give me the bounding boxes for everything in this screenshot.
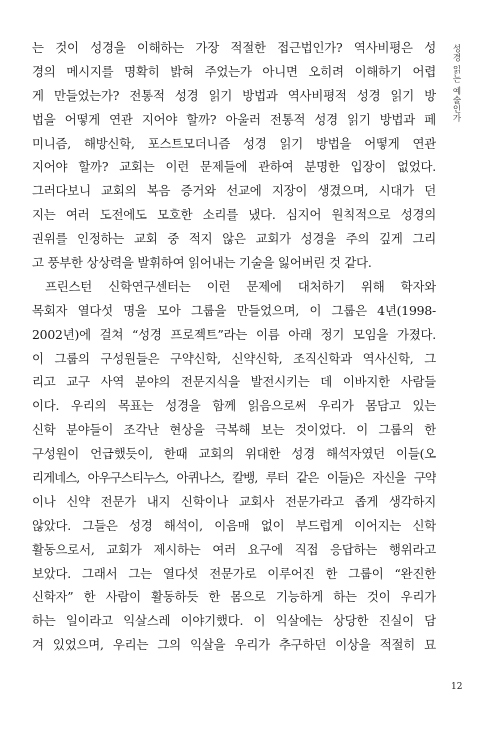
text-line: 법을 어떻게 연관 지어야 할까? 아울러 전통적 성경 읽기 방법과 페 xyxy=(32,111,436,127)
text-line: 고 풍부한 상상력을 발휘하여 읽어내는 기술을 잃어버린 것 같다. xyxy=(32,255,372,271)
text-line: 신학 분야들이 조각난 현상을 극복해 보는 것이었다. 이 그룹의 한 xyxy=(32,422,436,438)
text-line: 활동으로서, 교회가 제시하는 여러 요구에 직접 응답하는 행위라고 xyxy=(32,541,436,557)
text-line: 하는 일이라고 익살스레 이야기했다. 이 익살에는 상당한 진실이 담 xyxy=(32,613,436,629)
text-line: 권위를 인정하는 교회 중 적지 않은 교회가 성경을 주의 깊게 그리 xyxy=(32,231,436,247)
text-line: 리고 교구 사역 분야의 전문지식을 발전시키는 데 이바지한 사람들 xyxy=(32,374,436,390)
text-line: 구성원이 언급했듯이, 한때 교회의 위대한 성경 해석자였던 이들(오 xyxy=(32,446,436,462)
text-line: 겨 있었으며, 우리는 그의 익살을 우리가 추구하던 이상을 적절히 묘 xyxy=(32,637,436,653)
text-line: 지는 여러 도전에도 모호한 소리를 냈다. 심지어 원칙적으로 성경의 xyxy=(32,207,436,223)
text-line: 보았다. 그래서 그는 열다섯 전문가로 이루어진 한 그룹이 “완진한 xyxy=(32,565,436,581)
text-line: 2002년)에 걸쳐 “성경 프로젝트”라는 이름 아래 정기 모임을 가졌다. xyxy=(32,326,436,342)
paragraph-first-line: 프린스턴 신학연구센터는 이런 문제에 대처하기 위해 학자와 xyxy=(45,278,436,294)
text-line: 게 만들었는가? 전통적 성경 읽기 방법과 역사비평적 성경 읽기 방 xyxy=(32,87,436,103)
text-line: 않았다. 그들은 성경 해석이, 이음매 없이 부드럽게 이어지는 신학 xyxy=(32,517,436,533)
text-line: 미니즘, 해방신학, 포스트모더니즘 성경 읽기 방법을 어떻게 연관 xyxy=(32,135,436,151)
text-line: 이 그룹의 구성원들은 구약신학, 신약신학, 조직신학과 역사신학, 그 xyxy=(32,350,436,366)
text-line: 리게네스, 아우구스티누스, 아퀴나스, 칼뱅, 루터 같은 이들)은 자신을 구약 xyxy=(32,470,436,486)
text-line: 지어야 할까? 교회는 이런 문제들에 관하여 분명한 입장이 없었다. xyxy=(32,159,436,175)
text-line: 신학자” 한 사람이 활동하듯 한 몸으로 기능하게 하는 것이 우리가 xyxy=(32,589,436,605)
text-line: 목회자 열다섯 명을 모아 그룹을 만들었으며, 이 그룹은 4년(1998- xyxy=(32,302,436,318)
text-line: 이나 신약 전문가 내지 신학이나 교회사 전문가라고 좁게 생각하지 xyxy=(32,493,436,509)
text-line: 는 것이 성경을 이해하는 가장 적절한 접근법인가? 역사비평은 성 xyxy=(32,40,436,55)
text-line: 경의 메시지를 명확히 밝혀 주었는가 아니면 오히려 이해하기 어렵 xyxy=(32,63,436,79)
page-number: 12 xyxy=(451,682,463,692)
text-line: 그러다보니 교회의 복음 증거와 선교에 지장이 생겼으며, 시대가 던 xyxy=(32,183,436,199)
running-head: 성경 읽는 예술인가 xyxy=(451,44,461,123)
text-line: 이다. 우리의 목표는 성경을 함께 읽음으로써 우리가 몸담고 있는 xyxy=(32,398,436,414)
body-text xyxy=(32,36,436,657)
